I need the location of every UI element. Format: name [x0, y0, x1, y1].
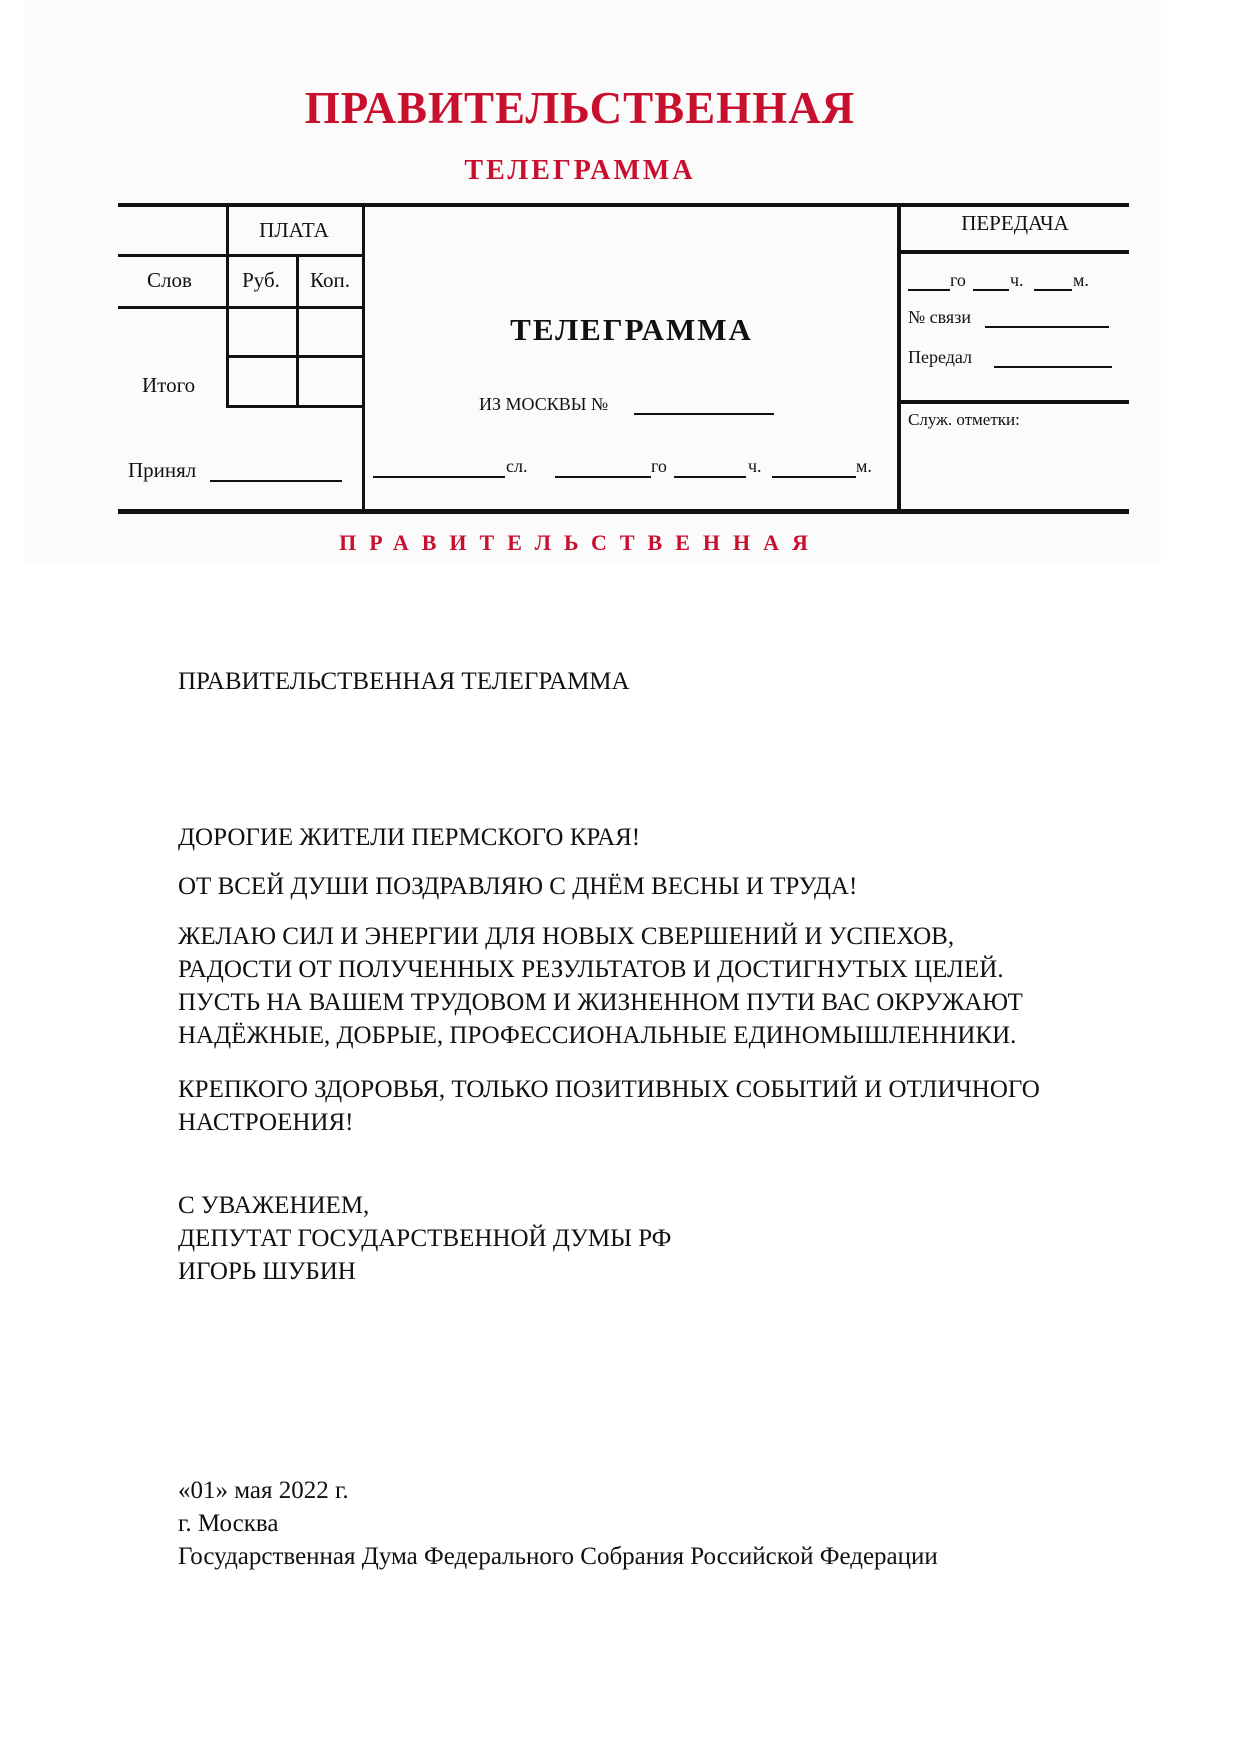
peredacha-label: ПЕРЕДАЧА — [961, 211, 1069, 235]
underline-m — [772, 476, 856, 478]
letter-paragraph-1: ОТ ВСЕЙ ДУШИ ПОЗДРАВЛЯЮ С ДНЁМ ВЕСНЫ И ТРУДА! — [178, 873, 858, 900]
letter-heading: ПРАВИТЕЛЬСТВЕННАЯ ТЕЛЕГРАММА — [178, 668, 630, 695]
prinyal-label: Принял — [128, 458, 197, 482]
underline-ch — [674, 476, 746, 478]
letter-signature: С УВАЖЕНИЕМ, ДЕПУТАТ ГОСУДАРСТВЕННОЙ ДУМЫ РФ ИГОРЬ ШУБИН — [178, 1192, 672, 1285]
underline-right-go — [908, 289, 950, 291]
form-top-border — [118, 203, 1129, 207]
letter-greeting: ДОРОГИЕ ЖИТЕЛИ ПЕРМСКОГО КРАЯ! — [178, 824, 641, 851]
rub-label: Руб. — [242, 268, 280, 292]
peredal-label: Передал — [908, 347, 973, 367]
blank-title: ПРАВИТЕЛЬСТВЕННАЯ — [304, 83, 856, 133]
from-number-underline — [634, 413, 774, 415]
prinyal-underline — [210, 480, 342, 482]
underline-sl — [373, 476, 505, 478]
pay-grid-line — [226, 405, 363, 408]
kop-label: Коп. — [310, 268, 350, 292]
underline-peredal — [994, 366, 1112, 368]
slov-label: Слов — [147, 268, 192, 292]
underline-right-m — [1034, 289, 1072, 291]
pay-grid-line — [118, 254, 363, 257]
svyazi-label: № связи — [908, 307, 971, 327]
right-ch-label: ч. — [1010, 270, 1024, 290]
pay-grid-line — [226, 355, 363, 358]
telegram-title: ТЕЛЕГРАММА — [510, 312, 753, 347]
go-label: го — [651, 456, 667, 476]
right-go-label: го — [950, 270, 966, 290]
sl-label: сл. — [506, 456, 528, 476]
right-grid-line — [897, 400, 1129, 404]
ch-label: ч. — [748, 456, 762, 476]
letter-paragraph-2: ЖЕЛАЮ СИЛ И ЭНЕРГИИ ДЛЯ НОВЫХ СВЕРШЕНИЙ И УСПЕХОВ, РАДОСТИ ОТ ПОЛУЧЕННЫХ РЕЗУЛЬТАТОВ И ДОСТИГНУТЫХ ЦЕЛЕЙ. ПУСТЬ НА ВАШЕМ ТРУДОВОМ И ЖИЗНЕННОМ ПУТИ ВАС ОКРУЖАЮТ НАДЁЖНЫЕ, ДОБРЫЕ, ПРОФЕССИОНАЛЬНЫЕ ЕДИНОМЫШЛЕННИКИ. — [178, 923, 1023, 1049]
blank-subtitle: ТЕЛЕГРАММА — [464, 155, 696, 186]
underline-right-ch — [973, 289, 1009, 291]
pay-grid-line — [118, 306, 363, 309]
itogo-label: Итого — [142, 373, 196, 397]
blank-bottom-label: ПРАВИТЕЛЬСТВЕННАЯ — [339, 530, 821, 555]
sluzh-label: Служ. отметки: — [908, 410, 1020, 429]
m-label: м. — [856, 456, 872, 476]
right-m-label: м. — [1073, 270, 1089, 290]
underline-svyazi — [985, 326, 1109, 328]
from-moscow-label: ИЗ МОСКВЫ № — [479, 394, 609, 414]
letter-paragraph-3: КРЕПКОГО ЗДОРОВЬЯ, ТОЛЬКО ПОЗИТИВНЫХ СОБЫТИЙ И ОТЛИЧНОГО НАСТРОЕНИЯ! — [178, 1076, 1040, 1136]
underline-go — [555, 476, 651, 478]
plata-label: ПЛАТА — [259, 218, 329, 242]
form-bottom-border — [118, 509, 1129, 514]
letter-footer: «01» мая 2022 г. г. Москва Государственная Дума Федерального Собрания Российской Федерации — [178, 1477, 938, 1570]
right-grid-line — [897, 250, 1129, 254]
